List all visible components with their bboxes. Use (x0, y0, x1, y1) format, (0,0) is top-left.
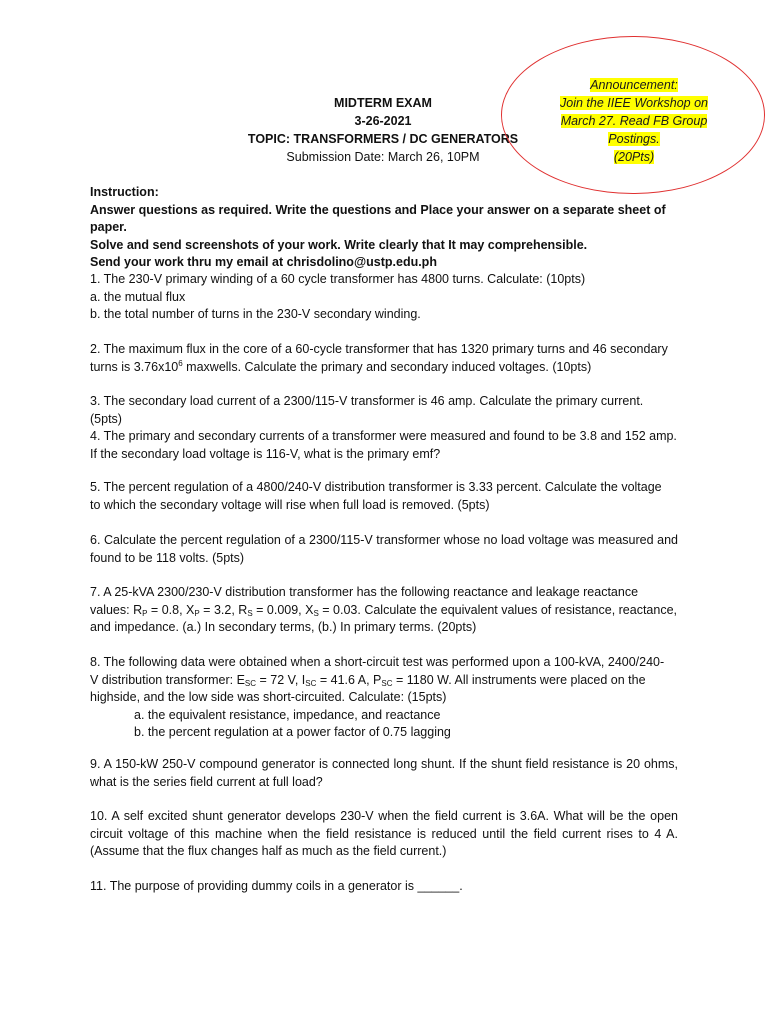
question-fragment: = 0.8, X (147, 602, 195, 617)
question-text: 4. The primary and secondary currents of a transformer were measured and found to be 3.8 and 152 amp. (90, 429, 677, 443)
question-text: 3. The secondary load current of a 2300/115-V transformer is 46 amp. Calculate the primary current. (5pts) (90, 394, 644, 426)
question-11 (90, 878, 678, 896)
exam-title: MIDTERM EXAM (334, 96, 432, 110)
question-fragment: = 0.03. Calculate the equivalent values of resistance, reactance, (318, 602, 678, 617)
instruction-line: Answer questions as required. Write the questions and Place your answer on a separate sheet of paper. (90, 202, 666, 234)
question-2 (90, 341, 678, 376)
question-part-a: a. the mutual flux (90, 289, 186, 304)
instruction-heading: Instruction: (90, 185, 159, 199)
announcement (520, 76, 748, 166)
question-part-b: b. the total number of turns in the 230-V secondary winding. (90, 307, 421, 321)
announcement-line: Postings. (608, 132, 660, 146)
subscript: SC (244, 678, 257, 688)
question-fragment: = 41.6 A, P (316, 672, 382, 687)
question-fragment: = 72 V, I (256, 672, 306, 687)
question-fragment: values: R (90, 602, 143, 617)
question-fragment: = 0.009, X (252, 602, 314, 617)
announcement-line: Join the IIEE Workshop on (560, 96, 708, 110)
question-1 (90, 271, 678, 324)
subscript: S (247, 608, 253, 618)
question-4 (90, 428, 678, 463)
question-10 (90, 808, 678, 861)
announcement-points: (20Pts) (613, 150, 655, 164)
question-text-cont: If the secondary load voltage is 116-V, what is the primary emf? (90, 446, 441, 461)
question-5 (90, 479, 678, 514)
question-text-cont: highside, and the low side was short-circuited. Calculate: (15pts) (90, 690, 447, 704)
submission-date: Submission Date: March 26, 10PM (286, 150, 480, 164)
question-text: 8. The following data were obtained when a short-circuit test was performed upon a 100-kVA, 2400/240- (90, 655, 665, 669)
question-text: 9. A 150-kW 250-V compound generator is connected long shunt. If the shunt field resistance is 20 ohms, what is the series field current at full load? (90, 757, 678, 789)
question-values-line (90, 672, 678, 690)
subscript: S (313, 608, 319, 618)
question-text-cont (90, 359, 678, 377)
announcement-heading: Announcement: (590, 78, 678, 92)
question-fragment: maxwells. Calculate the primary and secondary induced voltages. (10pts) (182, 359, 592, 374)
subscript: SC (305, 678, 317, 688)
instruction-email-line: Send your work thru my email at chrisdolino@ustp.edu.ph (90, 255, 437, 269)
question-fragment: = 1180 W. All instruments were placed on the (392, 672, 646, 687)
subscript: P (142, 608, 148, 618)
question-6 (90, 532, 678, 567)
question-part-a: a. the equivalent resistance, impedance, and reactance (134, 707, 441, 722)
question-text: 7. A 25-kVA 2300/230-V distribution transformer has the following reactance and leakage reactance (90, 585, 639, 599)
question-text: 2. The maximum flux in the core of a 60-cycle transformer that has 1320 primary turns and 46 secondary (90, 342, 668, 356)
question-7 (90, 584, 678, 637)
question-text: 11. The purpose of providing dummy coils in a generator is ______. (90, 879, 463, 893)
exam-date: 3-26-2021 (354, 114, 412, 128)
instruction-line: Solve and send screenshots of your work. Write clearly that It may comprehensible. (90, 237, 588, 252)
question-values-line (90, 602, 678, 620)
question-text: 10. A self excited shunt generator develops 230-V when the field current is 3.6A. What will be the open circuit voltage of this machine when the field resistance is reduced until the field current rises to 4 A. (Assume that the flux changes half as much as the field current.) (90, 809, 678, 858)
announcement-line: March 27. Read FB Group (560, 114, 708, 128)
question-text: 6. Calculate the percent regulation of a 2300/115-V transformer whose no load voltage was measured and found to be 118 volts. (5pts) (90, 533, 678, 565)
exponent: 6 (178, 358, 183, 368)
question-fragment: = 3.2, R (199, 602, 248, 617)
question-text-cont: to which the secondary voltage will rise when full load is removed. (5pts) (90, 497, 490, 512)
question-text: 5. The percent regulation of a 4800/240-V distribution transformer is 3.33 percent. Calculate the voltage (90, 480, 662, 494)
question-fragment: turns is 3.76x10 (90, 359, 179, 374)
exam-topic: TOPIC: TRANSFORMERS / DC GENERATORS (247, 132, 519, 146)
question-text: 1. The 230-V primary winding of a 60 cycle transformer has 4800 turns. Calculate: (10pts) (90, 272, 586, 286)
subscript: SC (381, 678, 393, 688)
question-part-b: b. the percent regulation at a power factor of 0.75 lagging (134, 725, 451, 739)
question-8 (90, 654, 678, 742)
question-3 (90, 393, 678, 428)
question-fragment: V distribution transformer: E (90, 672, 245, 687)
question-9 (90, 756, 678, 791)
instruction-block (90, 184, 678, 272)
question-text-cont: and impedance. (a.) In secondary terms, (b.) In primary terms. (20pts) (90, 620, 477, 634)
subscript: P (194, 608, 200, 618)
